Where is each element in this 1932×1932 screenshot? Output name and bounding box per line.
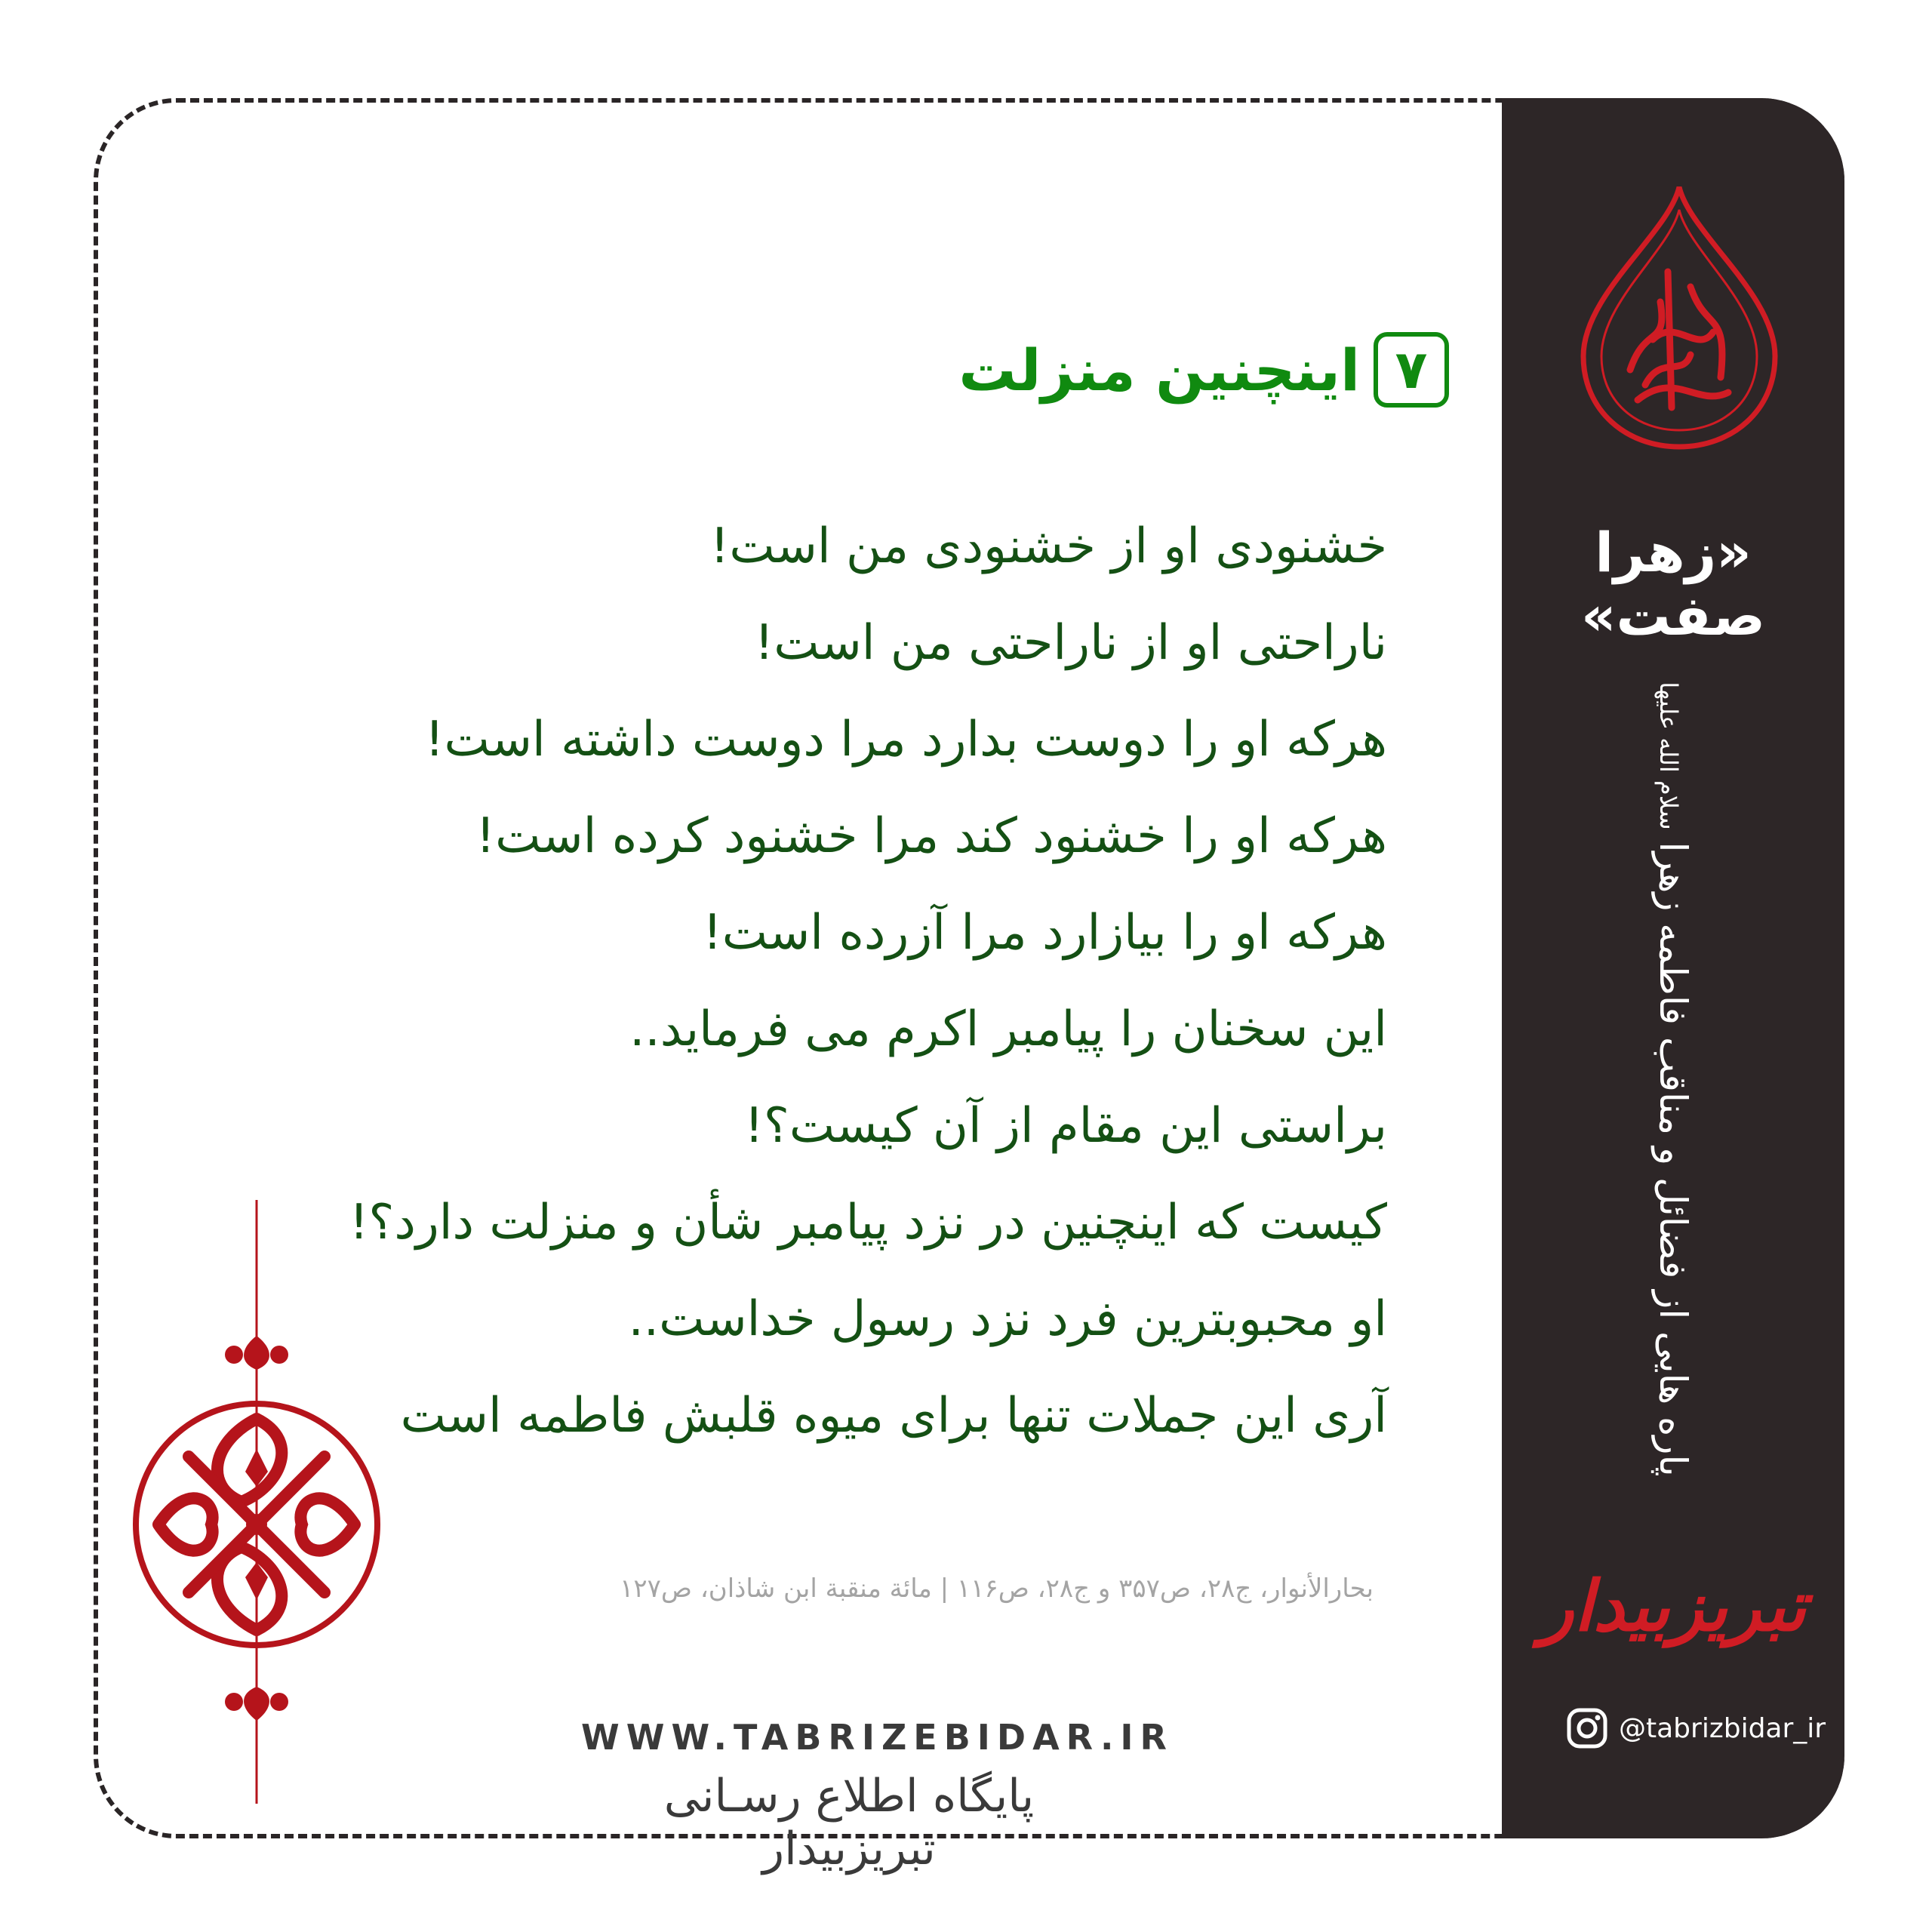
citation: بحارالأنوار، ج۲۸، ص۳۵۷ و ج۲۸، ص۱۱۶ | مائة منقبة ابن شاذان، ص۱۲۷ xyxy=(620,1574,1374,1604)
body-line: براستی این مقام از آن کیست؟! xyxy=(744,1098,1387,1154)
brand-logo: تبریزبیدار xyxy=(1540,1566,1807,1647)
series-subtitle-text: پاره هایی از فضائل و مناقب فاطمه زهرا xyxy=(1651,841,1695,1477)
arabesque-ornament xyxy=(128,1200,385,1804)
body-text xyxy=(346,498,1387,1464)
post-title: اینچنین منزلت xyxy=(958,336,1360,404)
body-line: خشنودی او از خشنودی من است! xyxy=(709,518,1387,574)
body-line: آری این جملات تنها برای میوه قلبش فاطمه است xyxy=(400,1388,1387,1444)
body-line: هرکه او را خشنود کند مرا خشنود کرده است! xyxy=(475,808,1387,864)
instagram-handle: @tabrizbidar_ir xyxy=(1619,1712,1826,1744)
body-line: ناراحتی او از ناراحتی من است! xyxy=(754,615,1387,671)
series-honorific: سلام الله علیها xyxy=(1654,681,1683,830)
teardrop-calligraphy-emblem xyxy=(1577,181,1781,453)
body-line: هرکه او را بیازارد مرا آزرده است! xyxy=(703,905,1387,961)
body-line: کیست که اینچنین در نزد پیامبر شأن و منزلت دارد؟! xyxy=(349,1195,1387,1251)
series-subtitle xyxy=(1651,649,1695,1509)
body-line: هرکه او را دوست بدارد مرا دوست داشته است! xyxy=(424,712,1387,768)
post-number-badge: ۷ xyxy=(1374,332,1449,408)
body-line: این سخنان را پیامبر اکرم می فرماید.. xyxy=(629,1001,1387,1057)
series-subtitle-block xyxy=(1517,649,1829,1509)
series-title: «زهرا صفت» xyxy=(1580,521,1766,648)
site-name: پایگاه اطلاع رسـانی تبریزبیدار xyxy=(663,1770,1035,1875)
instagram-link[interactable] xyxy=(1566,1707,1826,1749)
instagram-icon xyxy=(1566,1707,1608,1749)
post-heading xyxy=(958,332,1449,408)
body-line: او محبوبترین فرد نزد رسول خداست.. xyxy=(628,1291,1387,1347)
website-url[interactable]: WWW.TABRIZEBIDAR.IR xyxy=(581,1717,1174,1758)
